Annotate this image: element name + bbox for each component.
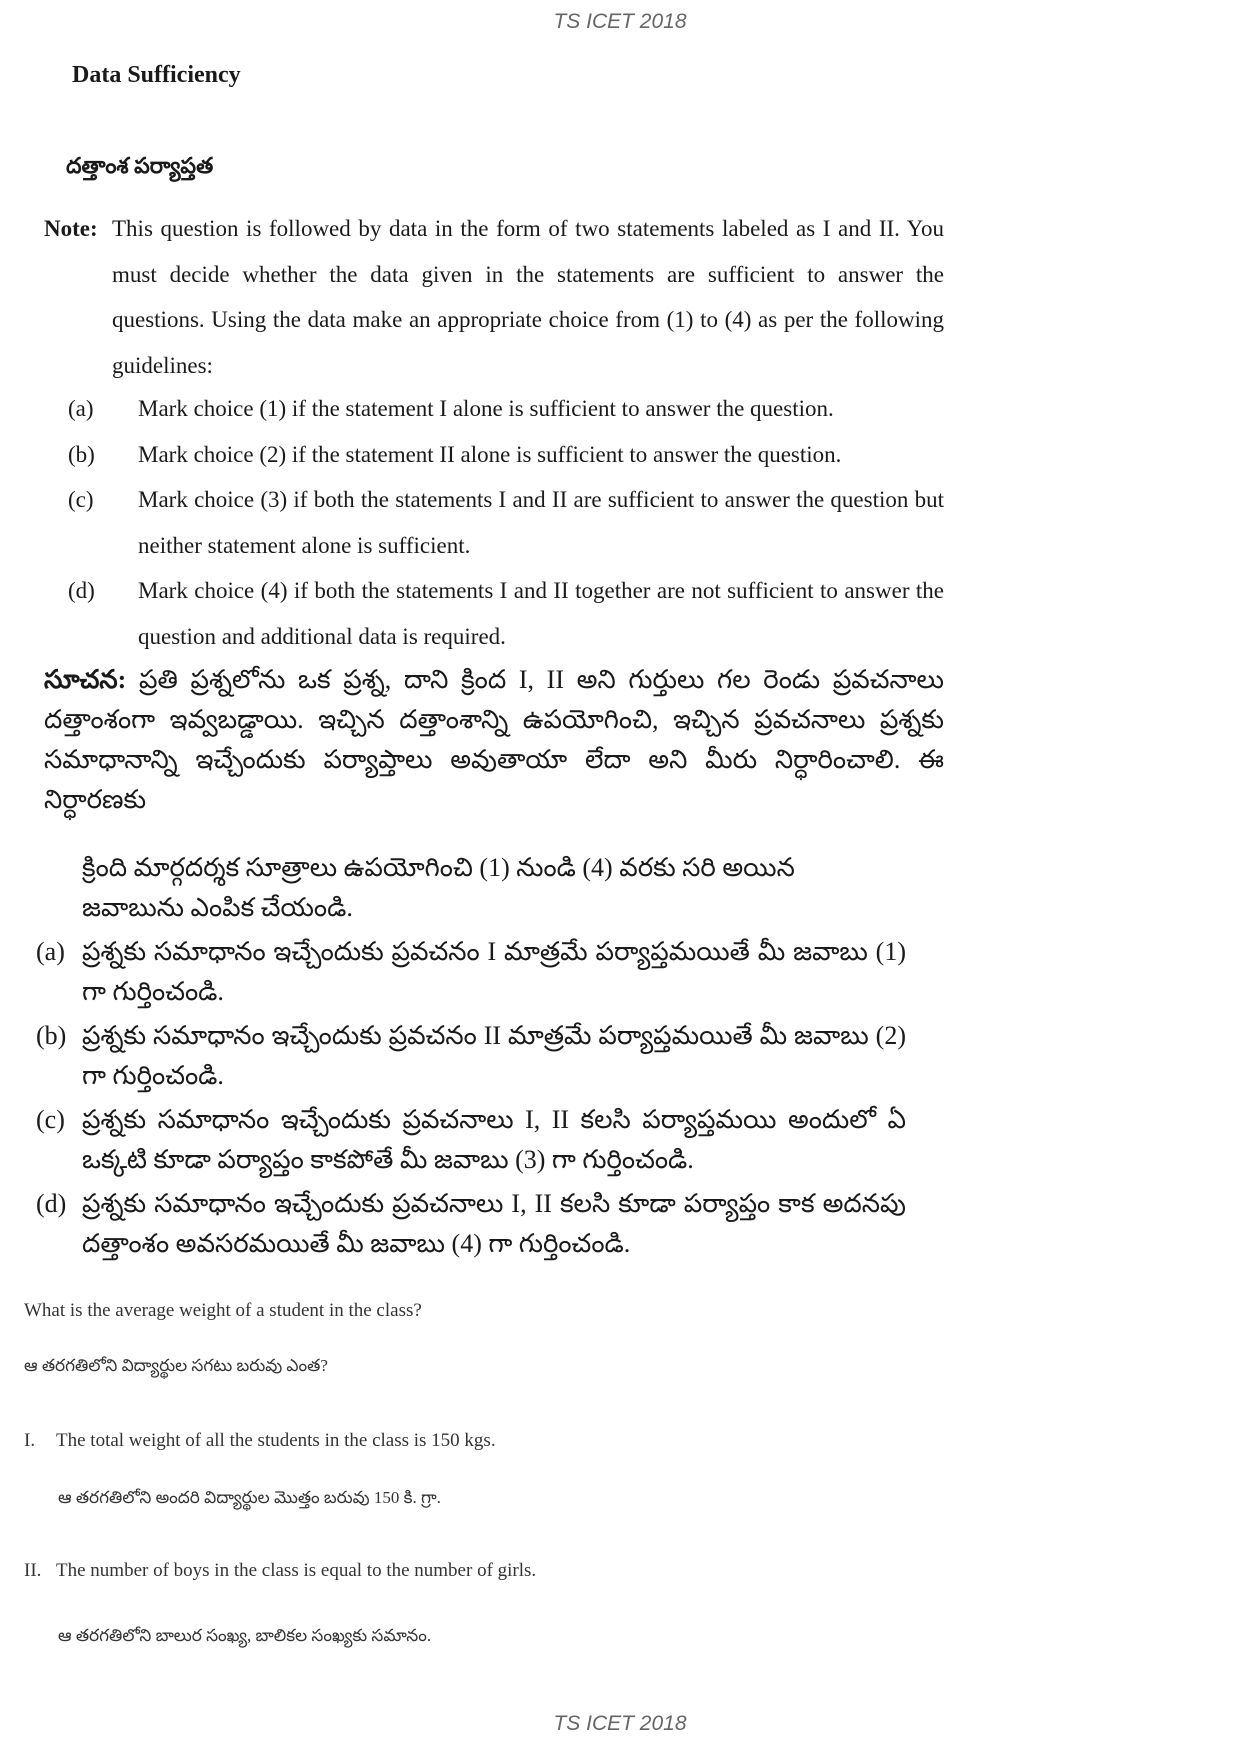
note-telugu-continuation: క్రింది మార్గదర్శక సూత్రాలు ఉపయోగించి (1) నుండి (4) వరకు సరి అయిన జవాబును ఎంపిక చేయండి. bbox=[82, 853, 795, 922]
guideline-text: Mark choice (4) if both the statements I and II together are not sufficient to answer the question and additional data is required. bbox=[138, 578, 944, 649]
statement-1-telugu: ఆ తరగతిలోని అందరి విద్యార్థుల మొత్తం బరువు 150 కి. గ్రా. bbox=[58, 1488, 441, 1507]
note-telugu-text: ప్రతి ప్రశ్నలోను ఒక ప్రశ్న, దాని క్రింద I, II అని గుర్తులు గల రెండు ప్రవచనాలు దత్తాంశంగా ఇవ్వబడ్డాయి. ఇచ్చిన దత్తాంశాన్ని ఉపయోగించి, ఇచ్చిన ప్రవచనాలు ప్రశ్నకు సమాధానాన్ని ఇచ్చేందుకు పర్యాప్తాలు అవుతాయా లేదా అని మీరు నిర్ధారించాలి. ఈ నిర్ధారణకు bbox=[44, 665, 944, 814]
guideline-text: ప్రశ్నకు సమాధానం ఇచ్చేందుకు ప్రవచనం I మాత్రమే పర్యాప్తమయితే మీ జవాబు (1) గా గుర్తించండి. bbox=[82, 937, 906, 1006]
guideline-letter: (d) bbox=[36, 1189, 67, 1218]
guideline-telugu-item bbox=[36, 932, 906, 1012]
statement-2-telugu: ఆ తరగతిలోని బాలుర సంఖ్య, బాలికల సంఖ్యకు సమానం. bbox=[58, 1626, 432, 1645]
guideline-text: ప్రశ్నకు సమాధానం ఇచ్చేందుకు ప్రవచనాలు I, II కలసి కూడా పర్యాప్తం కాక అదనపు దత్తాంశం అవసరమయితే మీ జవాబు (4) గా గుర్తించండి. bbox=[82, 1189, 906, 1258]
section-title-telugu: దత్తాంశ పర్యాప్తత bbox=[66, 153, 214, 178]
guideline-text: Mark choice (2) if the statement II alone is sufficient to answer the question. bbox=[138, 441, 842, 467]
guideline-letter: (b) bbox=[36, 1021, 67, 1050]
statement-text: The number of boys in the class is equal to the number of girls. bbox=[56, 1560, 537, 1581]
guideline-letter: (a) bbox=[36, 937, 65, 966]
guideline-telugu-item bbox=[36, 1016, 906, 1096]
question-text-telugu: ఆ తరగతిలోని విద్యార్థుల సగటు బరువు ఎంత? bbox=[24, 1356, 328, 1375]
page-footer: TS ICET 2018 bbox=[553, 1712, 687, 1735]
guideline-item bbox=[68, 386, 944, 432]
guideline-letter: (b) bbox=[68, 441, 95, 467]
statement-1 bbox=[24, 1430, 496, 1452]
guidelines-telugu bbox=[36, 932, 906, 1268]
guideline-text: Mark choice (1) if the statement I alone is sufficient to answer the question. bbox=[138, 396, 834, 421]
guideline-letter: (c) bbox=[36, 1105, 65, 1134]
page-header: TS ICET 2018 bbox=[553, 10, 687, 33]
note-text: This question is followed by data in the form of two statements labeled as I and II. You must decide whether the data given in the statements are sufficient to answer the questions. Using the data make an appropriate choice from (1) to (4) as per the following guidelines: bbox=[112, 216, 944, 378]
statement-number: I. bbox=[24, 1430, 36, 1451]
note-label: Note: bbox=[44, 216, 98, 241]
note-english bbox=[44, 206, 944, 388]
guideline-letter: (a) bbox=[68, 396, 94, 421]
guideline-text: Mark choice (3) if both the statements I and II are sufficient to answer the question but neither statement alone is sufficient. bbox=[138, 487, 944, 558]
guideline-letter: (c) bbox=[68, 487, 94, 512]
section-title: Data Sufficiency bbox=[72, 62, 241, 88]
note-telugu-label: సూచన: bbox=[44, 665, 127, 694]
note-telugu bbox=[44, 660, 944, 820]
statement-number: II. bbox=[24, 1560, 42, 1581]
statement-text: The total weight of all the students in the class is 150 kgs. bbox=[56, 1430, 496, 1451]
guideline-text: ప్రశ్నకు సమాధానం ఇచ్చేందుకు ప్రవచనాలు I, II కలసి పర్యాప్తమయి అందులో ఏ ఒక్కటి కూడా పర్యాప్తం కాకపోతే మీ జవాబు (3) గా గుర్తించండి. bbox=[82, 1105, 906, 1174]
guideline-telugu-item bbox=[36, 1100, 906, 1180]
statement-2 bbox=[24, 1560, 536, 1582]
guideline-item bbox=[68, 432, 944, 478]
guideline-text: ప్రశ్నకు సమాధానం ఇచ్చేందుకు ప్రవచనం II మాత్రమే పర్యాప్తమయితే మీ జవాబు (2) గా గుర్తించండి. bbox=[82, 1021, 906, 1090]
guideline-item bbox=[68, 477, 944, 568]
guideline-item bbox=[68, 568, 944, 659]
guideline-telugu-item bbox=[36, 1184, 906, 1264]
guideline-letter: (d) bbox=[68, 578, 95, 603]
guidelines-english bbox=[68, 386, 944, 659]
question-text: What is the average weight of a student in the class? bbox=[24, 1300, 422, 1321]
